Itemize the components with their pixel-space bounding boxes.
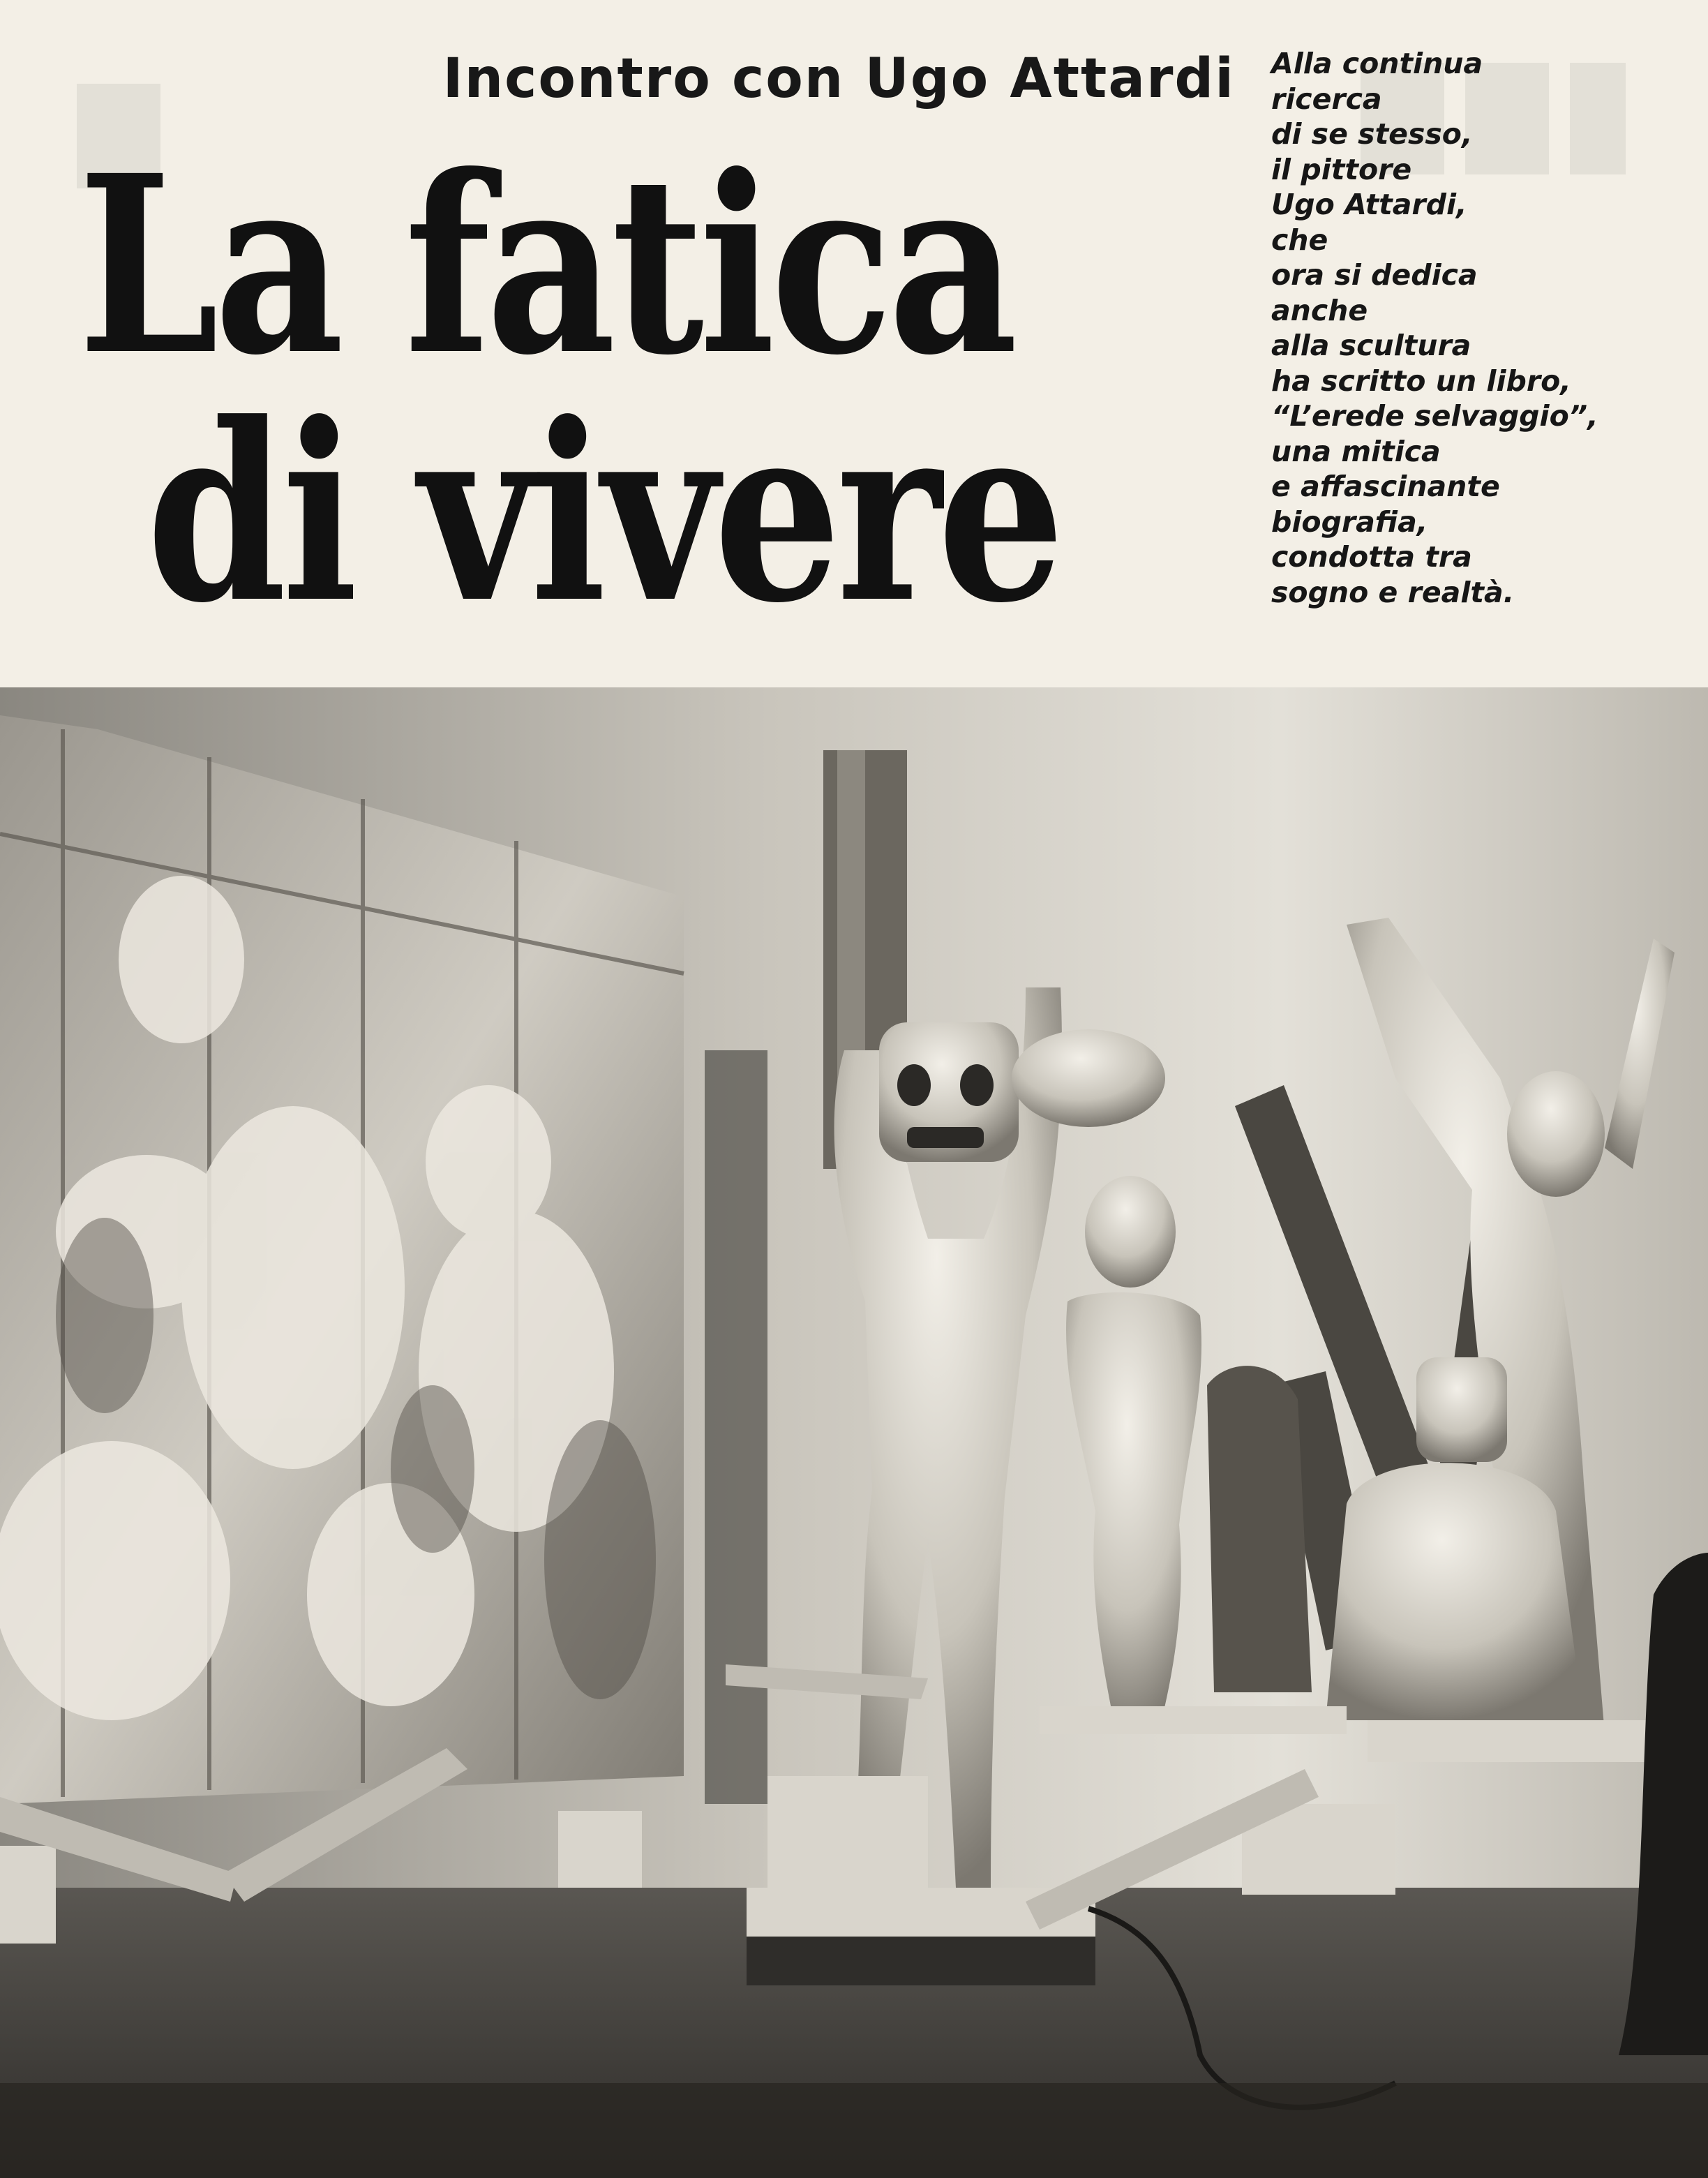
deck-line: che	[1271, 223, 1328, 257]
article-kicker: Incontro con Ugo Attardi	[442, 47, 1235, 110]
deck-line: di se stesso,	[1271, 117, 1473, 151]
deck-line: biografia,	[1271, 505, 1428, 539]
deck-line: ricerca	[1271, 82, 1382, 116]
article-deck	[1271, 46, 1690, 610]
deck-line: Ugo Attardi,	[1271, 188, 1467, 221]
deck-line: Alla continua	[1271, 47, 1483, 80]
deck-line: una mitica	[1271, 434, 1441, 468]
deck-line: condotta tra	[1271, 540, 1472, 574]
deck-line: ha scritto un libro,	[1271, 364, 1571, 398]
deck-line: alla scultura	[1271, 329, 1471, 362]
studio-photograph	[0, 687, 1708, 2178]
deck-line: ora si dedica	[1271, 258, 1478, 292]
deck-line: il pittore	[1271, 152, 1412, 186]
deck-line: anche	[1271, 293, 1368, 327]
headline-line-1: La fatica	[78, 121, 1014, 409]
deck-line: e affascinante	[1271, 470, 1500, 503]
headline-line-2: di vivere	[147, 369, 1061, 657]
studio-photo-illustration	[0, 687, 1708, 2178]
deck-line: sogno e realtà.	[1271, 575, 1515, 609]
deck-line: “L’erede selvaggio”,	[1271, 399, 1598, 433]
